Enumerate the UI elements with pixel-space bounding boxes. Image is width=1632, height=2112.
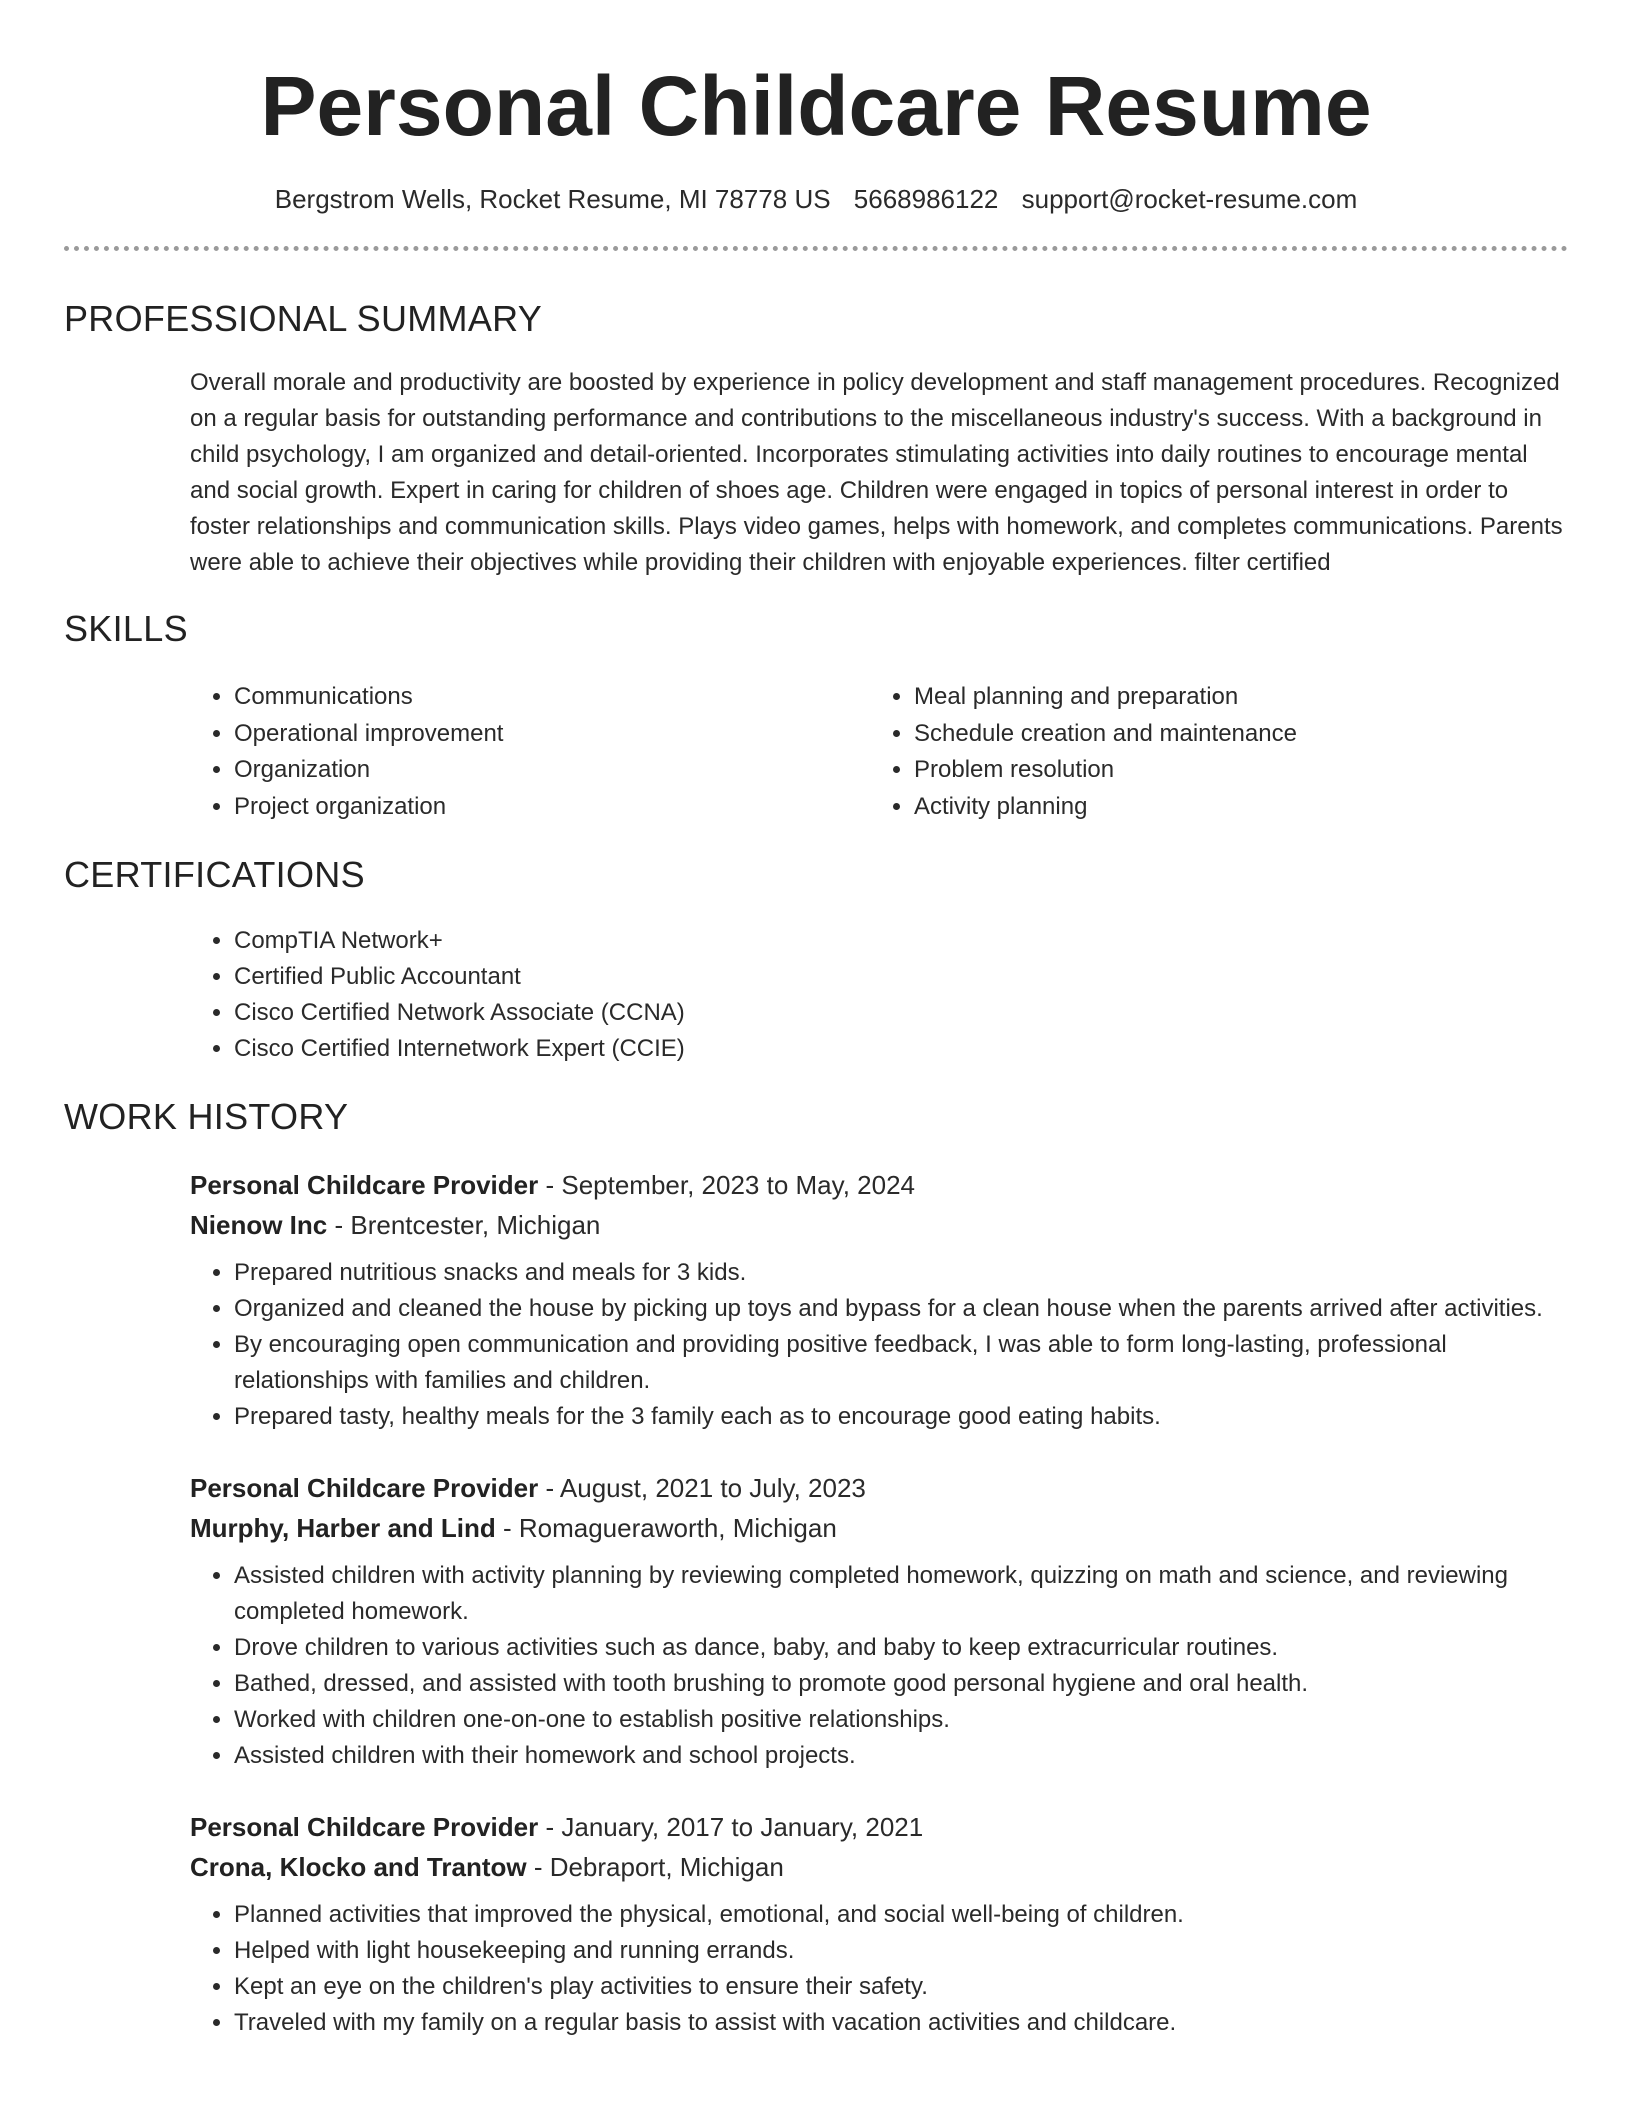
resume-title: Personal Childcare Resume (260, 59, 1372, 153)
skill-item: • Project organization (234, 789, 870, 826)
job-bullet: • Kept an eye on the children's play activities to ensure their safety. (234, 1969, 1568, 2005)
job-entry (190, 1807, 1568, 2041)
job-bullet: • Worked with children one-on-one to establish positive relationships. (234, 1702, 1568, 1738)
skill-item: • Meal planning and preparation (914, 679, 1550, 716)
job-bullets (190, 1558, 1568, 1774)
job-location: - Brentcester, Michigan (327, 1210, 601, 1240)
job-bullets (190, 1255, 1568, 1435)
job-company: Crona, Klocko and Trantow (190, 1852, 527, 1882)
header-divider (64, 246, 1568, 251)
job-bullet: • Traveled with my family on a regular basis to assist with vacation activities and childcare. (234, 2005, 1568, 2041)
certification-item: • CompTIA Network+ (234, 923, 1568, 959)
contact-line (64, 182, 1568, 216)
contact-email: support@rocket-resume.com (1021, 184, 1358, 214)
job-bullet: • Organized and cleaned the house by picking up toys and bypass for a clean house when the parents arrived after activities. (234, 1291, 1568, 1327)
job-company-line (190, 1847, 1568, 1887)
job-bullet: • Bathed, dressed, and assisted with tooth brushing to promote good personal hygiene and oral health. (234, 1666, 1568, 1702)
job-company: Nienow Inc (190, 1210, 328, 1240)
summary-heading: PROFESSIONAL SUMMARY (64, 298, 543, 339)
job-role-line (190, 1468, 1568, 1508)
job-bullets (190, 1897, 1568, 2041)
job-company-line (190, 1205, 1568, 1245)
skills-list-left (190, 679, 870, 825)
skills-grid (190, 679, 1568, 825)
work-history-heading: WORK HISTORY (64, 1096, 349, 1137)
job-role-line (190, 1165, 1568, 1205)
job-bullet: • Drove children to various activities such as dance, baby, and baby to keep extracurricular routines. (234, 1630, 1568, 1666)
job-company: Murphy, Harber and Lind (190, 1513, 496, 1543)
job-role: Personal Childcare Provider (190, 1473, 539, 1503)
job-role: Personal Childcare Provider (190, 1812, 539, 1842)
certifications-list (190, 923, 1568, 1067)
skill-item: • Organization (234, 752, 870, 789)
skill-item: • Communications (234, 679, 870, 716)
summary-text: Overall morale and productivity are boosted by experience in policy development and staff management procedures. Recognized on a regular basis for outstanding performance and contributions to the miscellaneous industry's success. With a background in child psychology, I am organized and detail-oriented. Incorporates stimulating activities into daily routines to encourage mental and social growth. Expert in caring for children of shoes age. Children were engaged in topics of personal interest in order to foster relationships and communication skills. Plays video games, helps with homework, and completes communications. Parents were able to achieve their objectives while providing their children with enjoyable experiences. filter certified (190, 369, 1563, 576)
job-dates: - August, 2021 to July, 2023 (538, 1473, 866, 1503)
skills-list-right (870, 679, 1550, 825)
skill-item: • Problem resolution (914, 752, 1550, 789)
job-role-line (190, 1807, 1568, 1847)
skill-item: • Activity planning (914, 789, 1550, 826)
job-bullet: • Helped with light housekeeping and running errands. (234, 1933, 1568, 1969)
job-bullet: • Assisted children with activity planning by reviewing completed homework, quizzing on math and science, and reviewing completed homework. (234, 1558, 1568, 1630)
certification-item: • Cisco Certified Network Associate (CCNA) (234, 995, 1568, 1031)
job-bullet: • Prepared nutritious snacks and meals for 3 kids. (234, 1255, 1568, 1291)
contact-phone: 5668986122 (853, 184, 999, 214)
certification-item: • Certified Public Accountant (234, 959, 1568, 995)
job-dates: - January, 2017 to January, 2021 (538, 1812, 924, 1842)
job-role: Personal Childcare Provider (190, 1170, 539, 1200)
job-bullet: • Prepared tasty, healthy meals for the 3 family each as to encourage good eating habits. (234, 1399, 1568, 1435)
job-location: - Debraport, Michigan (526, 1852, 784, 1882)
skill-item: • Operational improvement (234, 716, 870, 753)
job-entry (190, 1468, 1568, 1774)
job-dates: - September, 2023 to May, 2024 (538, 1170, 915, 1200)
contact-address: Bergstrom Wells, Rocket Resume, MI 78778 US (274, 184, 831, 214)
skills-heading: SKILLS (64, 608, 188, 649)
certifications-heading: CERTIFICATIONS (64, 854, 365, 895)
job-bullet: • Assisted children with their homework and school projects. (234, 1738, 1568, 1774)
job-bullet: • By encouraging open communication and providing positive feedback, I was able to form long-lasting, professional relationships with families and children. (234, 1327, 1568, 1399)
job-location: - Romagueraworth, Michigan (495, 1513, 837, 1543)
certification-item: • Cisco Certified Internetwork Expert (CCIE) (234, 1031, 1568, 1067)
job-company-line (190, 1508, 1568, 1548)
skill-item: • Schedule creation and maintenance (914, 716, 1550, 753)
job-entry (190, 1165, 1568, 1435)
job-bullet: • Planned activities that improved the physical, emotional, and social well-being of children. (234, 1897, 1568, 1933)
resume-page (64, 0, 1568, 2041)
